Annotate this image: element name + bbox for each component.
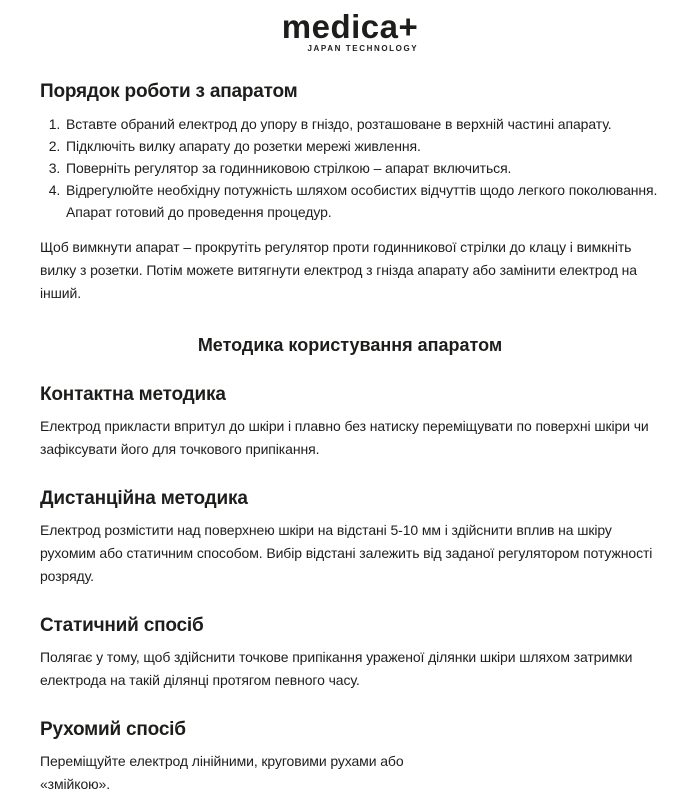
method-contact-heading: Контактна методика [40,384,226,405]
brand-logo-lockup [282,10,419,53]
method-distance-body: Електрод розмістити над поверхнею шкіри на відстані 5-10 мм і здійснити вплив на шкіру рухомим або статичним способом. Вибір відстані залежить від заданої регулятором потужності розряду. [40,522,653,584]
brand-wordmark: medica+ [281,8,419,45]
method-moving-heading: Рухомий спосіб [40,719,186,740]
procedure-step-4 [64,179,660,223]
device-ready-note: Апарат готовий до проведення процедур. [66,204,332,220]
procedure-step-3-text: Поверніть регулятор за годинниковою стрілкою – апарат включиться. [66,160,512,176]
brand-tagline: JAPAN TECHNOLOGY [307,44,419,53]
procedure-step-4-text: Відрегулюйте необхідну потужність шляхом особистих відчуттів щодо легкого поколювання. [66,182,658,198]
method-distance-heading: Дистанційна методика [40,488,248,509]
shutdown-paragraph: Щоб вимкнути апарат – прокрутіть регулятор проти годинникової стрілки до клацу і вимкніть вилку з розетки. Потім можете витягнути електрод з гнізда апарату або замінити електрод на інший. [40,239,637,301]
usage-methods-title: Методика користування апаратом [197,335,503,355]
method-static [40,614,660,692]
method-moving-body: Переміщуйте електрод лінійними, круговими рухами або «змійкою». [40,753,404,792]
brand-logo [40,10,660,56]
method-distance [40,487,660,588]
procedure-step-2-text: Підключіть вилку апарату до розетки мережі живлення. [66,138,421,154]
method-contact [40,383,660,461]
procedure-steps-list [40,113,660,223]
method-moving [40,718,660,796]
procedure-step-1-text: Вставте обраний електрод до упору в гніздо, розташоване в верхній частині апарату. [66,116,612,132]
operation-section [40,80,660,305]
procedure-step-1 [64,113,660,135]
usage-methods-section [40,333,660,796]
method-static-body: Полягає у тому, щоб здійснити точкове припікання ураженої ділянки шкіри шляхом затримки електрода на такій ділянці протягом певного часу. [40,649,633,688]
procedure-step-3 [64,157,660,179]
procedure-step-2 [64,135,660,157]
method-contact-body: Електрод прикласти впритул до шкіри і плавно без натиску переміщувати по поверхні шкіри чи зафіксувати його для точкового припікання. [40,418,649,457]
operation-section-title: Порядок роботи з апаратом [40,81,298,102]
method-static-heading: Статичний спосіб [40,615,204,636]
